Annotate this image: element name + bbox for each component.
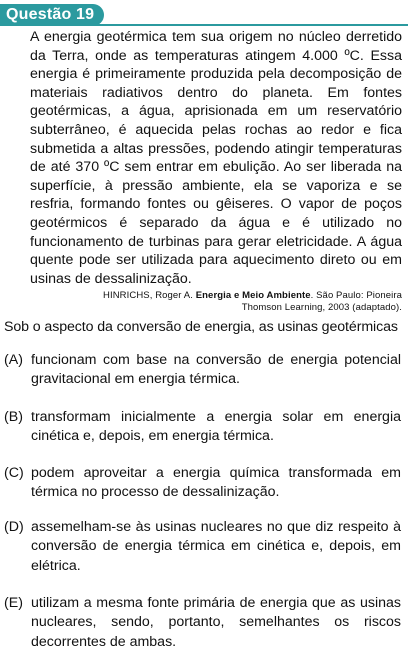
citation [30, 290, 402, 313]
citation-place: . São Paulo: Pioneira [310, 290, 402, 301]
option-e-text: utilizam a mesma fonte primária de energia que as usinas nucleares, sendo, portanto, semelhantes os riscos decorrentes de ambas. [31, 595, 401, 650]
option-e[interactable] [4, 594, 404, 652]
question-stem: Sob o aspecto da conversão de energia, as usinas geotérmicas [4, 319, 398, 335]
option-b-text: transformam inicialmente a energia solar em energia cinética e, depois, em energia térmica. [31, 409, 401, 445]
option-d-text: assemelham-se às usinas nucleares no que diz respeito à conversão de energia térmica em cinética e, depois, em elétrica. [31, 519, 401, 574]
citation-author: HINRICHS, Roger A. [103, 290, 193, 301]
option-b[interactable] [4, 408, 404, 447]
option-a-label: (A) [4, 352, 23, 368]
option-b-label: (B) [4, 409, 23, 425]
citation-title: Energia e Meio Ambiente [195, 290, 311, 301]
option-c-label: (C) [4, 465, 24, 481]
option-a-text: funcionam com base na conversão de energia potencial gravitacional em energia térmica. [31, 352, 401, 388]
option-c-text: podem aproveitar a energia química transformada em térmica no processo de dessalinização. [31, 465, 401, 501]
option-a[interactable] [4, 351, 404, 390]
option-e-label: (E) [4, 595, 23, 611]
question-header [0, 4, 408, 26]
option-d-label: (D) [4, 519, 24, 535]
question-number-badge: Questão 19 [0, 4, 104, 26]
passage-text: A energia geotérmica tem sua origem no núcleo derretido da Terra, onde as temperaturas atingem 4.000 ºC. Essa energia é primeiramente produzida pela decomposição de materiais radiativos dentro do planeta. Em fontes geotérmicas, a água, aprisionada em um reservatório subterrâneo, é aquecida pelas rochas ao redor e fica submetida a altas pressões, podendo atingir temperaturas de até 370 ºC sem entrar em ebulição. Ao ser liberada na superfície, à pressão ambiente, ela se vaporiza e se resfria, formando fontes ou gêiseres. O vapor de poços geotérmicos é separado da água e é utilizado no funcionamento de turbinas para gerar eletricidade. A água quente pode ser utilizada para aquecimento direto ou em usinas de dessalinização. [30, 29, 402, 287]
option-c[interactable] [4, 464, 404, 503]
option-d[interactable] [4, 518, 404, 576]
citation-publisher: Thomson Learning, 2003 (adaptado). [241, 301, 402, 313]
